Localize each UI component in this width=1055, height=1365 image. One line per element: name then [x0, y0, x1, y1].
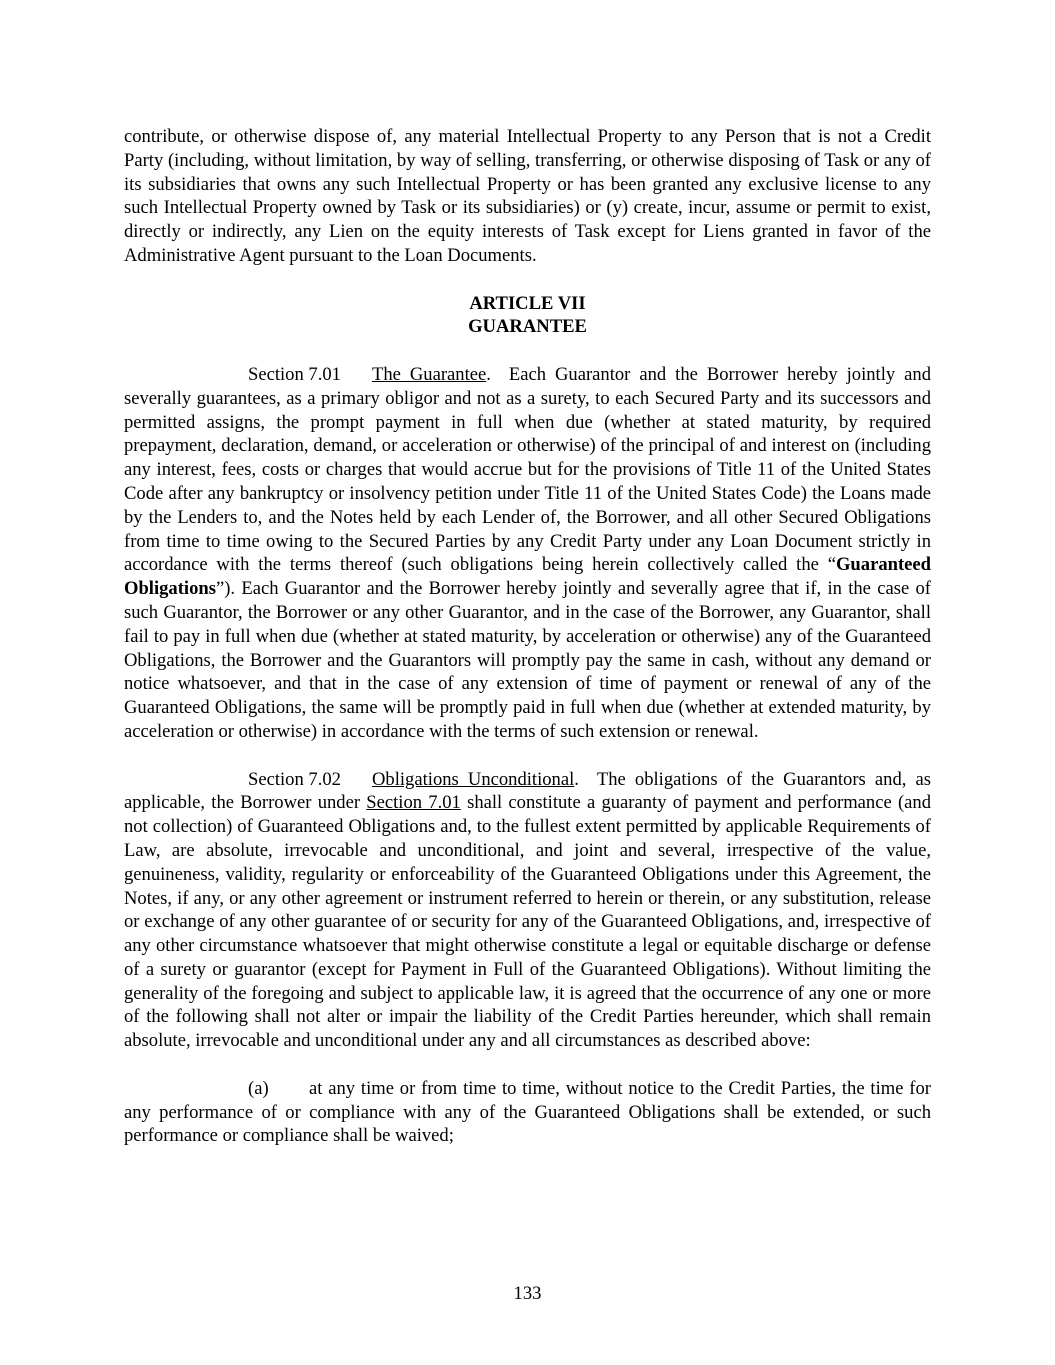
defined-term-guaranteed-obligations: Guaranteed Obligations: [124, 554, 931, 600]
section-7-02-title-suffix: .: [574, 768, 579, 790]
clause-a-paragraph: [124, 1077, 931, 1148]
section-7-02-text-after: shall constitute a guaranty of payment and performance (and not collection) of Guaranteed Obligations and, to the fullest extent permitted by applicable Requirements of Law, are absolute, irrevocable and unconditional, and joint and several, irrespective of the value, genuineness, validity, regularity or enforceability of the Guaranteed Obligations under this Agreement, the Notes, if any, or any other agreement or instrument referred to herein or therein, or any substitution, release or exchange of any other guarantee of or security for any of the Guaranteed Obligations, and, irrespective of any other circumstance whatsoever that might otherwise constitute a legal or equitable discharge or defense of a surety or guarantor (except for Payment in Full of the Guaranteed Obligations). Without limiting the generality of the foregoing and subject to applicable law, it is agreed that the occurrence of any one or more of the following shall not alter or impair the liability of the Credit Parties hereunder, which shall remain absolute, irrevocable and unconditional under any and all circumstances as described above:: [124, 792, 931, 1052]
article-title: GUARANTEE: [468, 316, 587, 338]
section-7-01-title-suffix: .: [486, 363, 491, 385]
clause-a-text: at any time or from time to time, without notice to the Credit Parties, the time for any performance of or compliance with any of the Guaranteed Obligations shall be extended, or such performance or compliance shall be waived;: [124, 1077, 931, 1147]
section-7-01-title: The Guarantee: [372, 363, 487, 385]
clause-a-label: (a): [248, 1077, 269, 1099]
article-number: ARTICLE VII: [469, 292, 586, 314]
section-7-01-paragraph: [124, 363, 931, 744]
section-7-01-label: Section 7.01: [248, 363, 341, 385]
article-heading: [124, 292, 931, 340]
page-number: 133: [513, 1283, 542, 1304]
document-page: [124, 125, 931, 1148]
intro-paragraph: contribute, or otherwise dispose of, any material Intellectual Property to any Person that is not a Credit Party (including, without limitation, by way of selling, transferring, or otherwise disposing of Task or any of its subsidiaries that owns any such Intellectual Property or has been granted any exclusive license to any such Intellectual Property owned by Task or its subsidiaries) or (y) create, incur, assume or permit to exist, directly or indirectly, any Lien on the equity interests of Task except for Liens granted in favor of the Administrative Agent pursuant to the Loan Documents.: [124, 126, 931, 266]
section-7-02-label: Section 7.02: [248, 768, 341, 790]
cross-reference-section-7-01: Section 7.01: [366, 792, 461, 814]
section-7-02-paragraph: [124, 768, 931, 1054]
section-7-02-text-before: The obligations of the Guarantors and, as applicable, the Borrower under: [124, 768, 932, 814]
section-7-01-text-before: Each Guarantor and the Borrower hereby jointly and severally guarantees, as a primary obligor and not as a surety, to each Secured Party and its successors and permitted assigns, the prompt payment in full when due (whether at stated maturity, by required prepayment, declaration, demand, or acceleration or otherwise) of the principal of and interest on (including any interest, fees, costs or charges that would accrue but for the provisions of Title 11 of the United States Code after any bankruptcy or insolvency petition under Title 11 of the United States Code) the Loans made by the Lenders to, and the Notes held by each Lender of, the Borrower, and all other Secured Obligations from time to time owing to the Secured Parties by any Credit Party under any Loan Document strictly in accordance with the terms thereof (such obligations being herein collectively called the “: [124, 363, 931, 576]
section-7-02-title: Obligations Unconditional: [372, 768, 575, 790]
section-7-01-text-after: ”). Each Guarantor and the Borrower hereby jointly and severally agree that if, in the case of such Guarantor, the Borrower or any other Guarantor, and in the case of the Borrower, any Guarantor, shall fail to pay in full when due (whether at stated maturity, by acceleration or otherwise) any of the Guaranteed Obligations, the Borrower and the Guarantors will promptly pay the same in cash, without any demand or notice whatsoever, and that in the case of any extension of time of payment or renewal of any of the Guaranteed Obligations, the same will be promptly paid in full when due (whether at extended maturity, by acceleration or otherwise) in accordance with the terms of such extension or renewal.: [124, 578, 931, 742]
